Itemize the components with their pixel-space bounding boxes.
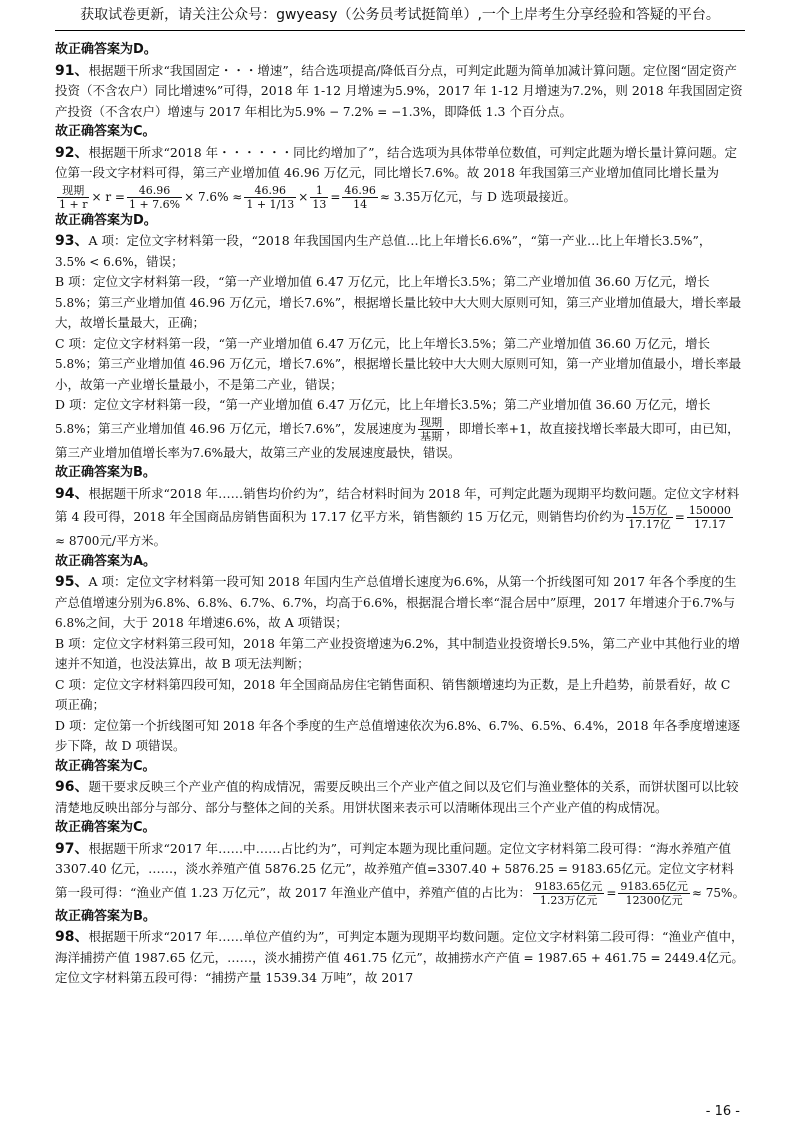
fraction: $\frac{\text{现期}}{1 + r}$ [59,183,88,211]
header-divider [55,30,745,31]
question-94: 94、根据题干所求“2018 年……销售均价约为”，结合材料时间为 2018 年，可判定此题为现期平均数问题。定位文字材料第 4 段可得，2018 年全国商品房销售面积为 17.17 亿平方米，销售额约 15 万亿元，则销售均价约为 $\frac{\text{15万亿}}{\text{17.17亿}}$ = $\frac{150000}{17.17}$ ≈ 8700元/平方米。 [55,485,740,548]
question-number: 94、 [55,485,89,502]
fraction: $\frac{\text{现期}}{\text{基期}}$ [420,415,443,443]
question-93-option-c: C 项：定位文字材料第一段，“第一产业增加值 6.47 万亿元，比上年增长3.5%；第二产业增加值 36.60 万亿元，增长5.8%；第三产业增加值 46.96 万亿元，增长7.6%”，根据增长量比较中大大则大原则可知，第一产业增加值最小，增长率最小，故第一产业增长量最小，不是第二产业，错误； [55,335,742,392]
answer-line: 故正确答案为C。 [55,758,156,774]
question-95-option-b: B 项：定位文字材料第三段可知，2018 年第二产业投资增速为6.2%，其中制造业投资增长9.5%，第二产业中其他行业的增速并不知道，也没法算出，故 B 项无法判断； [55,635,740,671]
question-93-option-a: 93、A 项：定位文字材料第一段，“2018 年我国国内生产总值…比上年增长6.6%”，“第一产业…比上年增长3.5%”，3.5% < 6.6%，错误； [55,233,712,269]
question-95-option-a: 95、A 项：定位文字材料第一段可知 2018 年国内生产总值增长速度为6.6%，从第一个折线图可知 2017 年各个季度的生产总值增速分别为6.8%、6.8%、6.7%、6.7%，均高于6.6%，根据混合增长率“混合居中”原理，2017 年增速介于6.7%与6.8%之间，大于 2018 年增速6.6%，故 A 项错误； [55,574,737,630]
question-number: 95、 [55,574,89,590]
answer-line: 故正确答案为B。 [55,908,156,924]
page-content [55,40,745,989]
answer-line: 故正确答案为B。 [55,465,156,480]
question-98: 98、根据题干所求“2017 年……单位产值约为”，可判定本题为现期平均数问题。定位文字材料第二段可得：“渔业产值中，海洋捕捞产值 1987.65 亿元，……，淡水捕捞产值 461.75 亿元”，故捕捞水产产值 = 1987.65 + 461.75 = 2449.4亿元。定位文字材料第五段可得：“捕捞产量 1539.34 万吨”，故 2017 [55,929,744,985]
formula: 5.9% − 7.2% = −1.3% [294,104,432,119]
formula: 捕捞水产产值 = 1987.65 + 461.75 = 2449.4 [447,950,707,965]
question-93-option-b: B 项：定位文字材料第一段，“第一产业增加值 6.47 万亿元，比上年增长3.5%；第二产业增加值 36.60 万亿元，增长5.8%；第三产业增加值 46.96 万亿元，增长7.6%”，根据增长量比较中大大则大原则可知，第三产业增加值最大，增长率最大，故增长量最大，正确； [55,274,742,330]
question-97: 97、根据题干所求“2017 年……中……占比约为”，可判定本题为现比重问题。定位文字材料第二段可得：“海水养殖产值 3307.40 亿元，……，淡水养殖产值 5876.25 亿元”，故养殖产值=3307.40 + 5876.25 = 9183.65亿元。定位文字材料第一段可得：“渔业产值 1.23 万亿元”，故 2017 年渔业产值中，养殖产值的占比为： $\frac{\text{9183.65亿元}}{\text{1.23万亿元}}$ = $\frac{\text{9183.65亿元}}{\text{12300亿元}}$ ≈ 75%。 [55,840,745,907]
question-96: 96、题干要求反映三个产业产值的构成情况，需要反映出三个产业产值之间以及它们与渔业整体的关系，而饼状图可以比较清楚地反映出部分与部分、部分与整体之间的关系。用饼状图来表示可以清晰体现出三个产业产值的构成情况。 [55,779,739,815]
fraction: $\frac{\text{9183.65亿元}}{\text{1.23万亿元}}$ [534,879,603,907]
answer-line: 故正确答案为C。 [55,124,156,139]
fraction: $\frac{46.96}{14}$ [344,183,376,211]
question-number: 96、 [55,779,89,795]
question-number: 92、 [55,144,89,161]
question-number: 97、 [55,840,89,857]
question-92: 92、根据题干所求“2018 年・・・・・・同比约增加了”，结合选项为具体带单位数值，可判定此题为增长量计算问题。定位第一段文字材料可得，第三产业增加值 46.96 万亿元，同比增长7.6%。故 2018 年我国第三产业增加值同比增长量为 $\frac{\text{现期}}{1 + r}$ × r = $\frac{46.96}{1 + 7.6\%}$ × 7.6% ≈ $\frac{46.96}{1 + 1/13}$ × $\frac{1}{13}$ = $\frac{46.96}{14}$ ≈ 3.35万亿元，与 D 选项最接近。 [55,144,738,211]
answer-line: 故正确答案为C。 [55,820,156,835]
question-number: 91、 [55,62,89,79]
fraction: $\frac{46.96}{1 + 7.6\%}$ [128,183,181,211]
page-header: 获取试卷更新，请关注公众号：gwyeasy（公务员考试挺简单）,一个上岸考生分享经验和答疑的平台。 [80,7,720,23]
answer-line: 故正确答案为D。 [55,212,157,228]
fraction: $\frac{1}{13}$ [312,183,327,211]
page-number: - 16 - [705,1104,740,1119]
question-number: 93、 [55,233,89,249]
fraction: $\frac{46.96}{1 + 1/13}$ [246,183,295,211]
answer-line: 故正确答案为D。 [55,42,157,57]
answer-line: 故正确答案为A。 [55,553,157,569]
question-95-option-d: D 项：定位第一个折线图可知 2018 年各个季度的生产总值增速依次为6.8%、6.7%、6.5%、6.4%，2018 年各季度增速逐步下降，故 D 项错误。 [55,717,741,753]
formula: 3307.40 + 5876.25 = 9183.65 [437,862,622,876]
question-93-option-d: D 项：定位文字材料第一段，“第一产业增加值 6.47 万亿元，比上年增长3.5%；第二产业增加值 36.60 万亿元，增长5.8%；第三产业增加值 46.96 万亿元，增长7.6%”，发展速度为 $\frac{\text{现期}}{\text{基期}}$ ，即增长率+1，故直接找增长率最大即可，由已知，第三产业增加值增长率为7.6%最大，故第三产业的发展速度最快，错误。 [55,397,740,460]
question-95-option-c: C 项：定位文字材料第四段可知，2018 年全国商品房住宅销售面积、销售额增速均为正数，是上升趋势，前景看好，故 C 项正确； [55,676,731,712]
fraction: $\frac{\text{15万亿}}{\text{17.17亿}}$ [628,504,671,531]
fraction: $\frac{\text{9183.65亿元}}{\text{12300亿元}}$ [620,879,688,907]
question-91: 91、根据题干所求“我国固定・・・增速”，结合选项提高/降低百分点，可判定此题为简单加减计算问题。定位图“固定资产投资（不含农户）同比增速%”可得，2018 年 1-12 月增速为5.9%，2017 年 1-12 月增速为7.2%，则 2018 年我国固定资产投资（不含农户）增速与 2017 年相比为5.9% − 7.2% = −1.3%，即降低 1.3 个百分点。 [55,62,743,119]
fraction: $\frac{150000}{17.17}$ [688,504,731,531]
question-number: 98、 [55,929,89,945]
